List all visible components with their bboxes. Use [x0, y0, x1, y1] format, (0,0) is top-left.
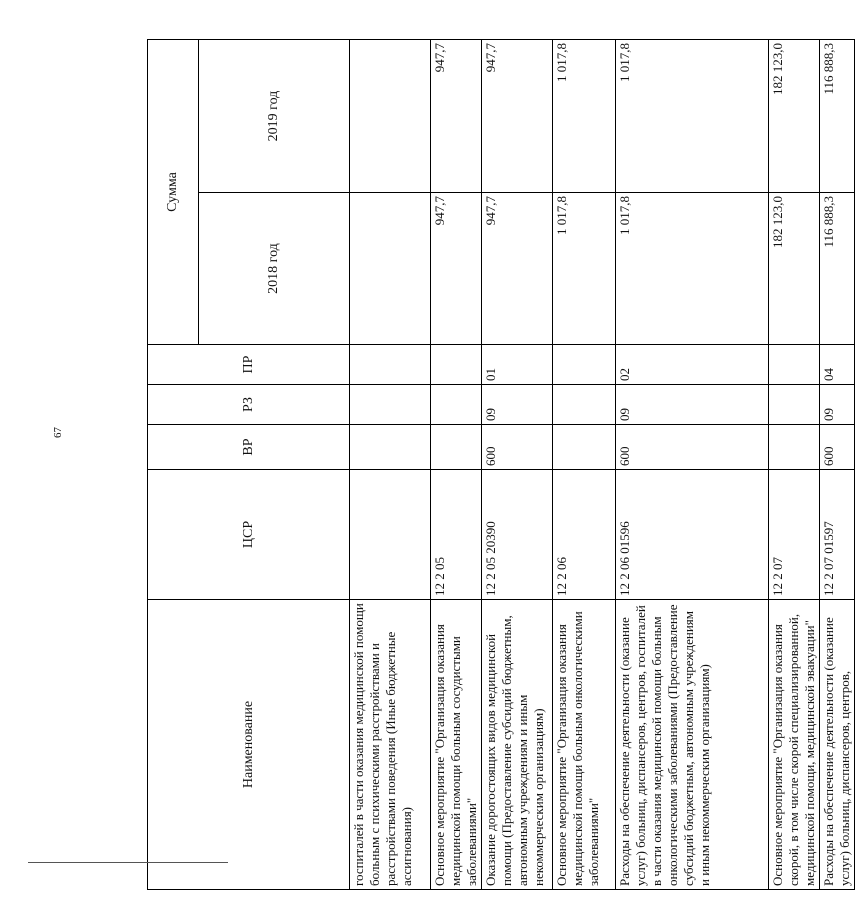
cell-rz	[350, 385, 431, 425]
cell-2018: 947,7	[482, 193, 553, 345]
budget-table-rotated	[147, 40, 852, 890]
cell-2018: 1 017,8	[553, 193, 616, 345]
cell-2018: 947,7	[431, 193, 482, 345]
cell-vr	[350, 425, 431, 470]
cell-2019: 1 017,8	[553, 40, 616, 193]
cell-csr: 12 2 05 20390	[482, 470, 553, 600]
table-row	[553, 40, 616, 890]
cell-csr: 12 2 06	[553, 470, 616, 600]
cell-csr	[350, 470, 431, 600]
cell-rz: 09	[820, 385, 855, 425]
header-2018: 2018 год	[199, 193, 350, 345]
table-row	[482, 40, 553, 890]
cell-pr	[350, 345, 431, 385]
cell-name: Оказание дорогостоящих видов медицинской помощи (Предоставление субсидий бюджетным, автономным учреждениям и иным некоммерческим организациям)	[482, 600, 553, 890]
cell-rz: 09	[616, 385, 769, 425]
cell-vr: 600	[616, 425, 769, 470]
header-csr: ЦСР	[148, 470, 350, 600]
cell-2019: 947,7	[482, 40, 553, 193]
cell-name: Расходы на обеспечение деятельности (оказание услуг) больниц, диспансеров, центров, госпиталей в части оказания медицинской помощи больным онкологическими заболеваниями (Предоставление субсидий бюджетным, автономным учреждениям и иным некоммерческим организациям)	[616, 600, 769, 890]
cell-vr: 600	[820, 425, 855, 470]
cell-2019: 116 888,3	[820, 40, 855, 193]
cell-csr: 12 2 05	[431, 470, 482, 600]
cell-csr: 12 2 06 01596	[616, 470, 769, 600]
table-row	[431, 40, 482, 890]
table-row	[350, 40, 431, 890]
cell-2019: 1 017,8	[616, 40, 769, 193]
header-sum: Сумма	[148, 40, 199, 345]
header-name: Наименование	[148, 600, 350, 890]
cell-pr	[769, 345, 820, 385]
cell-csr: 12 2 07	[769, 470, 820, 600]
cell-name: Основное мероприятие "Организация оказания скорой, в том числе скорой специализированной, медицинской помощи, медицинской эвакуации"	[769, 600, 820, 890]
cell-csr: 12 2 07 01597	[820, 470, 855, 600]
cell-vr	[553, 425, 616, 470]
cell-name: Основное мероприятие "Организация оказания медицинской помощи больным сосудистыми заболеваниями"	[431, 600, 482, 890]
cell-2018: 182 123,0	[769, 193, 820, 345]
bottom-divider	[28, 862, 228, 863]
cell-pr: 04	[820, 345, 855, 385]
cell-2018: 1 017,8	[616, 193, 769, 345]
cell-2019: 182 123,0	[769, 40, 820, 193]
header-pr: ПР	[148, 345, 350, 385]
cell-pr: 01	[482, 345, 553, 385]
table-row	[820, 40, 855, 890]
cell-2018: 116 888,3	[820, 193, 855, 345]
cell-pr	[431, 345, 482, 385]
cell-2019	[350, 40, 431, 193]
cell-rz	[769, 385, 820, 425]
cell-vr	[769, 425, 820, 470]
table-row	[769, 40, 820, 890]
cell-2019: 947,7	[431, 40, 482, 193]
cell-name: Расходы на обеспечение деятельности (оказание услуг) больниц, диспансеров, центров,	[820, 600, 855, 890]
cell-pr: 02	[616, 345, 769, 385]
header-vr: ВР	[148, 425, 350, 470]
budget-table	[147, 39, 855, 890]
cell-vr: 600	[482, 425, 553, 470]
cell-vr	[431, 425, 482, 470]
page-number: 67	[52, 427, 64, 438]
cell-pr	[553, 345, 616, 385]
table-row	[616, 40, 769, 890]
cell-name: Основное мероприятие "Организация оказания медицинской помощи больным онкологическими заболеваниями"	[553, 600, 616, 890]
cell-2018	[350, 193, 431, 345]
cell-rz	[553, 385, 616, 425]
table-header-row	[148, 40, 199, 890]
cell-name: госпиталей в части оказания медицинской помощи больным с психическими расстройствами и расстройствами поведения (Иные бюджетные ассигнования)	[350, 600, 431, 890]
header-rz: РЗ	[148, 385, 350, 425]
cell-rz	[431, 385, 482, 425]
cell-rz: 09	[482, 385, 553, 425]
header-2019: 2019 год	[199, 40, 350, 193]
